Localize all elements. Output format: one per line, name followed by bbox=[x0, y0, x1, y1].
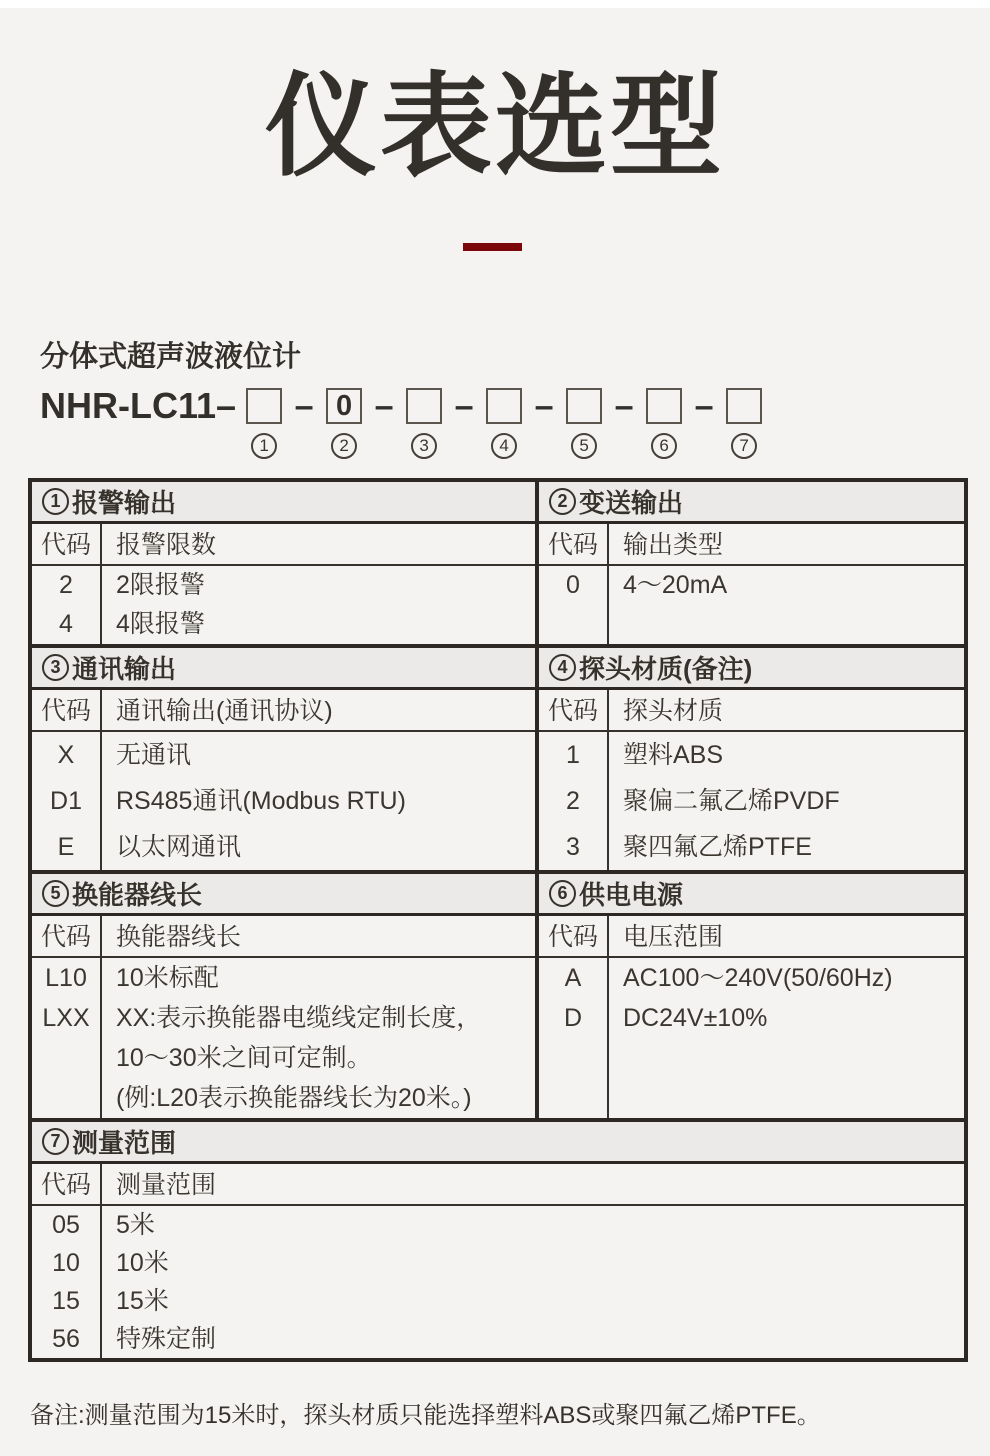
desc-cell: 聚四氟乙烯PTFE bbox=[623, 833, 812, 861]
desc-header-cell: 通讯输出(通讯协议) bbox=[116, 697, 333, 725]
code-column bbox=[32, 566, 102, 644]
code-box-5 bbox=[566, 388, 602, 424]
code-cell: A bbox=[564, 964, 582, 992]
code-cell: 2 bbox=[59, 571, 73, 599]
section-body bbox=[539, 732, 964, 870]
dash-separator: – bbox=[534, 387, 554, 425]
section-title bbox=[539, 648, 964, 690]
selection-table bbox=[28, 478, 968, 1362]
code-box-3 bbox=[406, 388, 442, 424]
section-power-supply bbox=[539, 874, 964, 1118]
code-header-cell: 代码 bbox=[539, 916, 609, 956]
dash-separator: – bbox=[694, 387, 714, 425]
code-box-unit-6 bbox=[646, 388, 682, 455]
desc-cell: 2限报警 bbox=[116, 571, 205, 599]
code-header-cell: 代码 bbox=[539, 524, 609, 564]
red-divider bbox=[463, 243, 522, 251]
code-cell bbox=[32, 1038, 100, 1078]
desc-cell: 10～30米之间可定制。 bbox=[116, 1044, 372, 1072]
column-header-row bbox=[32, 916, 535, 958]
page-top-edge bbox=[0, 0, 990, 8]
section-title-text: 通讯输出 bbox=[72, 654, 177, 684]
circled-number-icon: 1 bbox=[42, 488, 69, 515]
section-body bbox=[539, 958, 964, 1118]
code-cell: X bbox=[57, 741, 75, 769]
desc-cell: 塑料ABS bbox=[623, 741, 724, 769]
code-header-cell: 代码 bbox=[32, 916, 102, 956]
desc-cell: DC24V±10% bbox=[623, 1004, 768, 1032]
desc-header-cell: 换能器线长 bbox=[116, 923, 242, 951]
code-cell: 15 bbox=[52, 1287, 80, 1315]
code-box-unit-4 bbox=[486, 388, 522, 455]
code-cell: L10 bbox=[45, 964, 87, 992]
code-cell: 3 bbox=[566, 833, 580, 861]
column-header-row bbox=[539, 524, 964, 566]
desc-cell: (例:L20表示换能器线长为20米。) bbox=[116, 1084, 472, 1112]
code-header-cell: 代码 bbox=[32, 524, 102, 564]
section-title-text: 供电电源 bbox=[579, 880, 684, 910]
table-row-pair-3 bbox=[32, 870, 964, 1118]
circled-number-icon: 3 bbox=[42, 654, 69, 681]
section-title bbox=[32, 482, 535, 524]
column-header-row bbox=[539, 690, 964, 732]
section-title-text: 测量范围 bbox=[72, 1128, 177, 1158]
code-cell: 56 bbox=[52, 1325, 80, 1353]
circled-number-icon: 5 bbox=[42, 880, 69, 907]
code-cell: 1 bbox=[566, 741, 580, 769]
section-transducer-cable-length bbox=[32, 874, 539, 1118]
section-title-text: 报警输出 bbox=[72, 488, 177, 518]
desc-header-cell: 报警限数 bbox=[116, 531, 217, 559]
section-title bbox=[32, 648, 535, 690]
section-title bbox=[32, 1122, 964, 1164]
column-header-row bbox=[32, 524, 535, 566]
column-header-row bbox=[32, 1164, 964, 1206]
product-name: 分体式超声波液位计 bbox=[40, 341, 302, 373]
code-box-1 bbox=[246, 388, 282, 424]
code-box-2: 0 bbox=[326, 388, 362, 424]
desc-cell: 无通讯 bbox=[116, 741, 192, 769]
code-header-cell: 代码 bbox=[539, 690, 609, 730]
desc-header-cell: 测量范围 bbox=[116, 1171, 217, 1199]
page-title: 仪表选型 bbox=[265, 64, 725, 189]
code-box-6 bbox=[646, 388, 682, 424]
code-column bbox=[539, 958, 609, 1118]
code-header-cell: 代码 bbox=[32, 1164, 102, 1204]
section-title-text: 探头材质(备注) bbox=[579, 654, 753, 684]
desc-cell: 特殊定制 bbox=[116, 1325, 217, 1353]
desc-column bbox=[609, 958, 964, 1118]
position-circle-3: 3 bbox=[411, 433, 437, 459]
code-cell: D1 bbox=[50, 787, 82, 815]
position-circle-6: 6 bbox=[651, 433, 677, 459]
code-cell: 0 bbox=[566, 571, 580, 599]
model-prefix: NHR-LC11– bbox=[40, 385, 237, 426]
column-header-row bbox=[539, 916, 964, 958]
section-body bbox=[32, 958, 535, 1118]
code-column bbox=[32, 1206, 102, 1358]
dash-separator: – bbox=[374, 387, 394, 425]
code-column bbox=[539, 566, 609, 644]
code-cell bbox=[32, 1078, 100, 1118]
code-box-unit-3 bbox=[406, 388, 442, 455]
code-cell: 05 bbox=[52, 1211, 80, 1239]
section-title bbox=[32, 874, 535, 916]
desc-cell: 4～20mA bbox=[623, 571, 728, 599]
dash-separator: – bbox=[294, 387, 314, 425]
code-header-cell: 代码 bbox=[32, 690, 102, 730]
model-code-diagram bbox=[40, 385, 762, 455]
section-body bbox=[32, 1206, 964, 1358]
code-cell: 2 bbox=[566, 787, 580, 815]
desc-cell: 10米标配 bbox=[116, 964, 219, 992]
desc-cell: 聚偏二氟乙烯PVDF bbox=[623, 787, 840, 815]
code-cell: 10 bbox=[52, 1249, 80, 1277]
desc-cell: XX:表示换能器电缆线定制长度， bbox=[116, 1004, 482, 1032]
code-box-unit-2 bbox=[326, 388, 362, 455]
dash-separator: – bbox=[454, 387, 474, 425]
column-header-row bbox=[32, 690, 535, 732]
desc-cell: RS485通讯(Modbus RTU) bbox=[116, 787, 406, 815]
position-circle-2: 2 bbox=[331, 433, 357, 459]
table-row-pair-1 bbox=[32, 482, 964, 644]
position-circle-7: 7 bbox=[731, 433, 757, 459]
code-cell: LXX bbox=[42, 1004, 90, 1032]
code-cell: 4 bbox=[59, 610, 73, 638]
circled-number-icon: 7 bbox=[42, 1128, 69, 1155]
desc-header-cell: 探头材质 bbox=[623, 697, 724, 725]
code-cell: E bbox=[57, 833, 75, 861]
position-circle-5: 5 bbox=[571, 433, 597, 459]
desc-header-cell: 输出类型 bbox=[623, 531, 724, 559]
section-probe-material bbox=[539, 648, 964, 870]
section-body bbox=[32, 732, 535, 870]
desc-column bbox=[609, 732, 964, 870]
desc-cell: 4限报警 bbox=[116, 610, 205, 638]
circled-number-icon: 2 bbox=[549, 488, 576, 515]
desc-cell: 5米 bbox=[116, 1211, 155, 1239]
code-cell: D bbox=[563, 1004, 583, 1032]
section-title-text: 变送输出 bbox=[579, 488, 684, 518]
section-measuring-range bbox=[32, 1118, 964, 1358]
circled-number-icon: 4 bbox=[549, 654, 576, 681]
footer-note: 备注:测量范围为15米时，探头材质只能选择塑料ABS或聚四氟乙烯PTFE。 bbox=[30, 1402, 821, 1429]
section-transmit-output bbox=[539, 482, 964, 644]
code-box-unit-1 bbox=[246, 388, 282, 455]
dash-separator: – bbox=[614, 387, 634, 425]
code-box-4 bbox=[486, 388, 522, 424]
section-communication-output bbox=[32, 648, 539, 870]
desc-column bbox=[102, 958, 535, 1118]
desc-column bbox=[102, 1206, 964, 1358]
code-box-unit-5 bbox=[566, 388, 602, 455]
section-body bbox=[32, 566, 535, 644]
desc-column bbox=[102, 566, 535, 644]
section-body bbox=[539, 566, 964, 644]
section-title bbox=[539, 482, 964, 524]
desc-column bbox=[102, 732, 535, 870]
position-circle-1: 1 bbox=[251, 433, 277, 459]
section-title bbox=[539, 874, 964, 916]
position-circle-4: 4 bbox=[491, 433, 517, 459]
desc-cell: AC100～240V(50/60Hz) bbox=[623, 964, 893, 992]
desc-column bbox=[609, 566, 964, 644]
section-alarm-output bbox=[32, 482, 539, 644]
section-title-text: 换能器线长 bbox=[72, 880, 203, 910]
code-box-7 bbox=[726, 388, 762, 424]
desc-cell: 10米 bbox=[116, 1249, 169, 1277]
code-column bbox=[32, 732, 102, 870]
desc-cell: 15米 bbox=[116, 1287, 169, 1315]
code-box-unit-7 bbox=[726, 388, 762, 455]
table-row-pair-2 bbox=[32, 644, 964, 870]
desc-header-cell: 电压范围 bbox=[623, 923, 724, 951]
circled-number-icon: 6 bbox=[549, 880, 576, 907]
code-column bbox=[32, 958, 102, 1118]
desc-cell: 以太网通讯 bbox=[116, 833, 242, 861]
code-column bbox=[539, 732, 609, 870]
